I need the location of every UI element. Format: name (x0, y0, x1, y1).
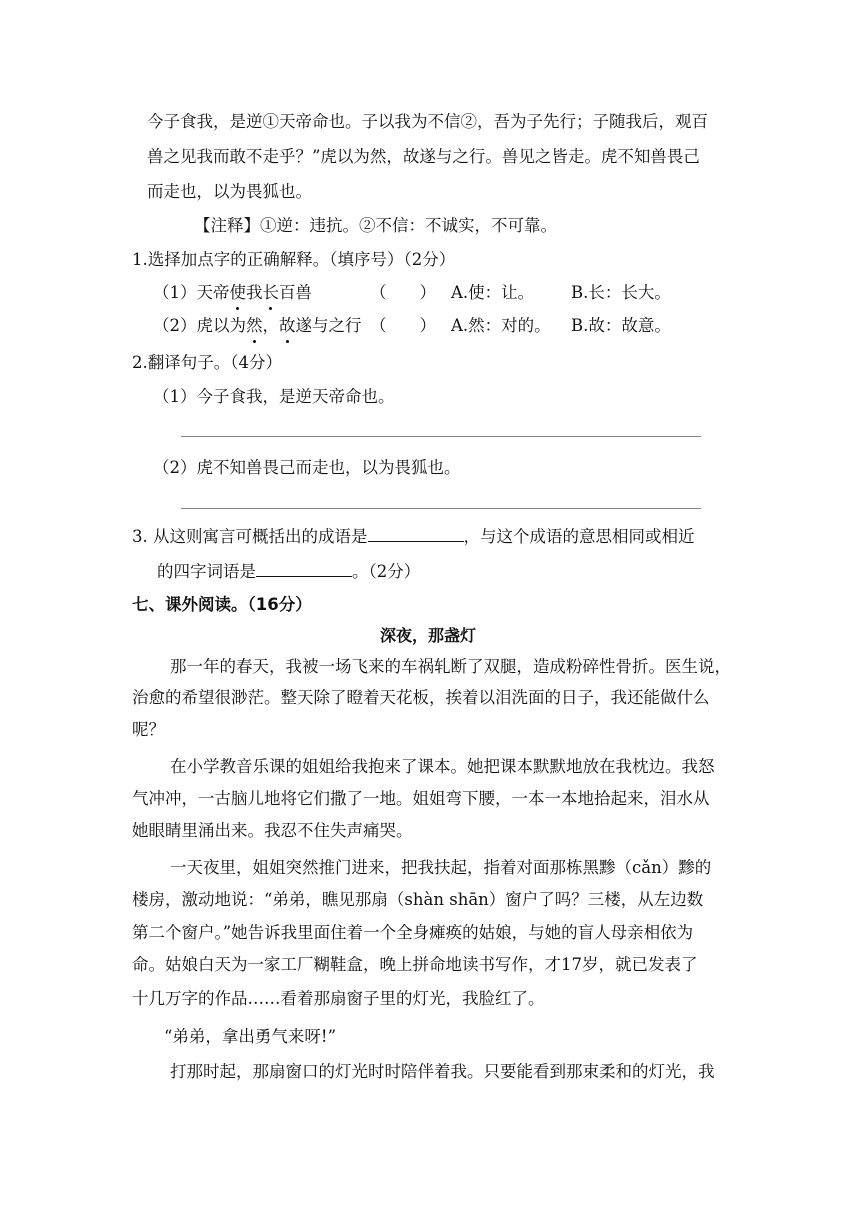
q1-title: 1.选择加点字的正确解释。（填序号）（2分） (132, 250, 456, 269)
reading-line-3: 呢？ (132, 720, 165, 739)
passage-line-1: 今子食我，是逆①天帝命也。子以我为不信②，吾为子先行；子随我后，观百 (147, 112, 708, 131)
q2-title: 2.翻译句子。（4分） (132, 353, 282, 372)
passage-line-2: 兽之见我而敢不走乎？”虎以为然，故遂与之行。兽见之皆走。虎不知兽畏己 (147, 147, 700, 166)
q1-item-1-post: 百兽 (279, 283, 312, 302)
q1-item-2-dotted-char-2: 故 (279, 314, 296, 338)
q1-item-2-mid: ， (262, 316, 279, 335)
q1-item-1-answer-paren[interactable]: （ ） (370, 283, 436, 302)
q3-line-2 (157, 559, 420, 584)
q2-sentence-1: （1）今子食我，是逆天帝命也。 (153, 387, 395, 406)
q1-item-1 (153, 281, 312, 305)
passage-line-3: 而走也，以为畏狐也。 (147, 182, 312, 201)
reading-line-10: 命。姑娘白天为一家工厂糊鞋盒，晚上拼命地读书写作，才17岁，就已发表了 (132, 955, 698, 974)
reading-line-5: 气冲冲，一古脑儿地将它们撒了一地。姐姐弯下腰，一本一本地拾起来，泪水从 (132, 789, 710, 808)
q1-item-2-pre: （2）虎以为 (153, 316, 246, 335)
q1-item-2-dotted-char: 然 (246, 314, 263, 338)
reading-line-1: 那一年的春天，我被一场飞来的车祸轧断了双腿，造成粉碎性骨折。医生说， (170, 657, 731, 676)
q1-item-1-dotted-char: 使 (230, 281, 247, 305)
q2-answer-line-1[interactable] (181, 436, 701, 437)
reading-line-8: 楼房，激动地说：“弟弟，瞧见那扇（shàn shān）窗户了吗？三楼，从左边数 (132, 890, 704, 909)
q2-sentence-2: （2）虎不知兽畏己而走也，以为畏狐也。 (153, 458, 461, 477)
q1-item-1-pre: （1）天帝 (153, 283, 230, 302)
section-7-heading: 七、课外阅读。（16分） (132, 595, 312, 614)
q3-line-1 (132, 524, 695, 549)
reading-line-6: 她眼睛里涌出来。我忍不住失声痛哭。 (132, 821, 413, 840)
q3-line-1-prompt: 3. 从这则寓言可概括出的成语是 (132, 527, 368, 546)
q1-item-1-dotted-char-2: 长 (263, 281, 280, 305)
q2-answer-line-2[interactable] (181, 508, 701, 509)
reading-line-13: 打那时起，那扇窗口的灯光时时陪伴着我。只要能看到那束柔和的灯光，我 (170, 1062, 715, 1081)
reading-line-12: “弟弟，拿出勇气来呀!” (164, 1027, 337, 1046)
q1-item-2-post: 遂与之行 (295, 316, 362, 335)
reading-line-7: 一天夜里，姐姐突然推门进来，把我扶起，指着对面那栋黑黪（cǎn）黪的 (170, 858, 712, 877)
q1-item-2-option-b: B.故：故意。 (571, 316, 671, 335)
reading-line-2: 治愈的希望很渺茫。整天除了瞪着天花板，挨着以泪洗面的日子，我还能做什么 (132, 688, 710, 707)
q3-line-2-rest: 。（2分） (352, 562, 421, 581)
q3-line-1-rest: ，与这个成语的意思相同或相近 (463, 527, 695, 546)
q3-line-2-prompt: 的四字词语是 (157, 562, 256, 581)
q1-item-1-option-b: B.长：长大。 (571, 283, 671, 302)
q1-item-1-mid: 我 (246, 283, 263, 302)
passage-note: 【注释】①逆：违抗。②不信：不诚实，不可靠。 (194, 216, 557, 235)
reading-line-9: 第二个窗户。”她告诉我里面住着一个全身瘫痪的姑娘，与她的盲人母亲相依为 (132, 923, 694, 942)
reading-title: 深夜，那盏灯 (380, 626, 477, 645)
q1-item-2 (153, 314, 362, 338)
q3-blank-1[interactable] (368, 524, 464, 542)
reading-line-11: 十几万字的作品……看着那扇窗子里的灯光，我脸红了。 (132, 989, 545, 1008)
q1-item-2-answer-paren[interactable]: （ ） (370, 316, 436, 335)
q1-item-1-option-a: A.使：让。 (451, 283, 535, 302)
reading-line-4: 在小学教音乐课的姐姐给我抱来了课本。她把课本默默地放在我枕边。我怒 (170, 757, 715, 776)
q3-blank-2[interactable] (256, 559, 352, 577)
q1-item-2-option-a: A.然：对的。 (451, 316, 551, 335)
